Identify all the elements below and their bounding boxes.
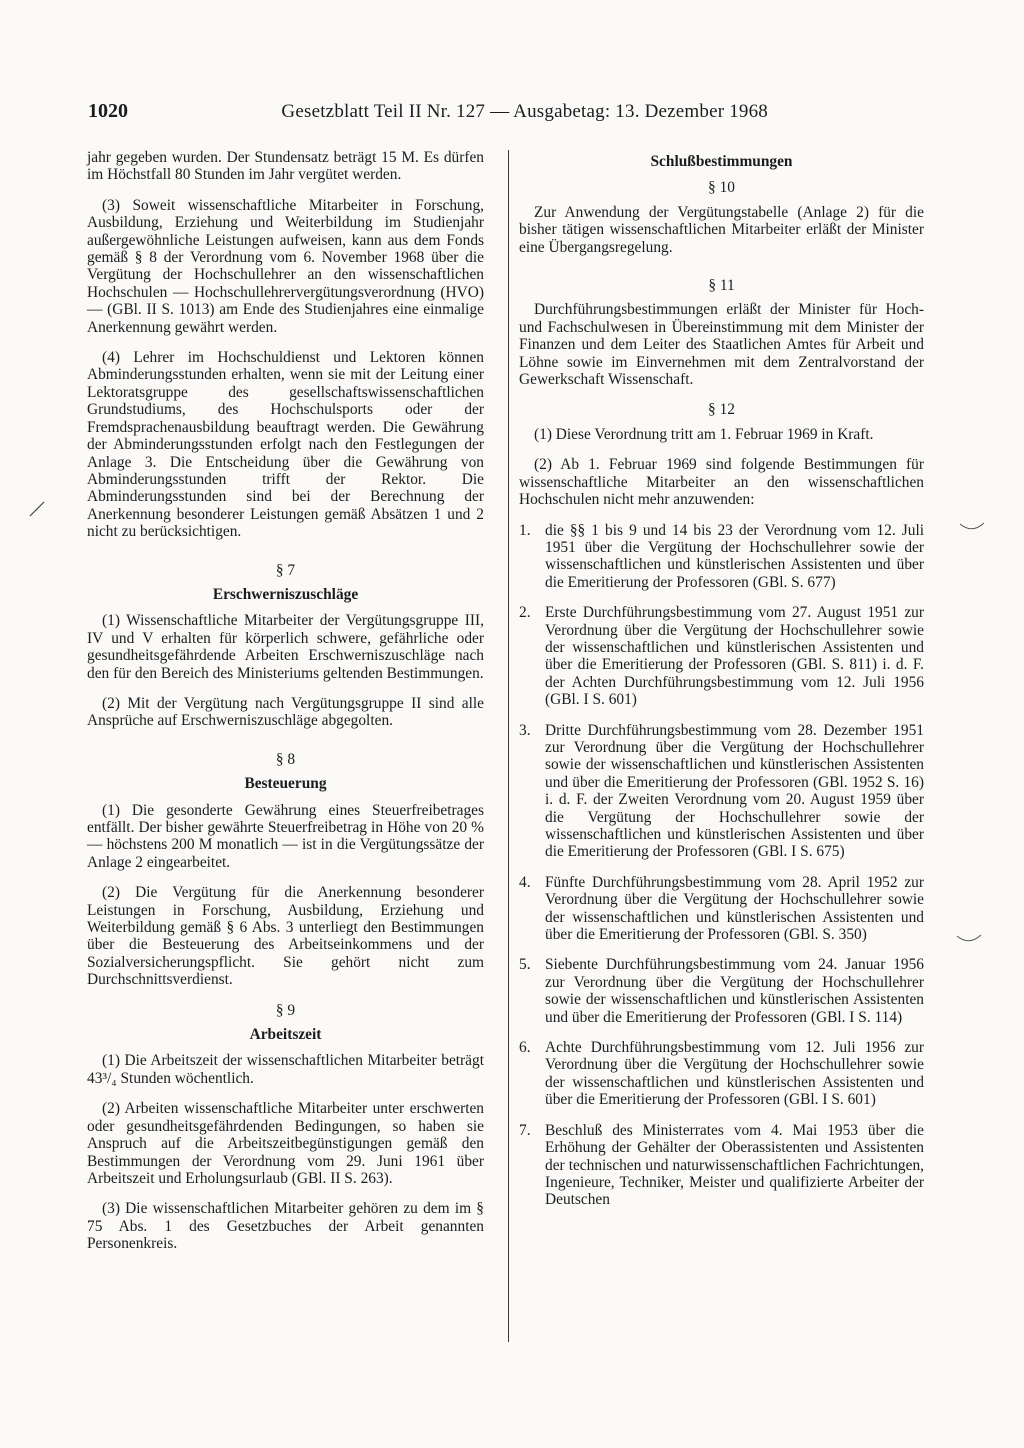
paragraph-continued: jahr gegeben wurden. Der Stundensatz beträgt 15 M. Es dürfen im Höchstfall 80 Stunden im Jahr vergütet werden. [87,149,484,184]
list-item: 5. Siebente Durchführungsbestimmung vom 24. Januar 1956 zur Verordnung über die Vergütung der Hochschullehrer sowie der wissenschaftlichen und künstlerischen Assistenten und über die Emeritierung der Professoren (GBl. I S. 114) [519,956,924,1026]
final-provisions-title: Schlußbestimmungen [650,153,793,170]
section-7-title: Erschwerniszuschläge [212,585,359,603]
pencil-mark-icon [28,500,46,518]
section-9-number: § 9 [275,1001,296,1019]
list-item: 2. Erste Durchführungsbestimmung vom 27. August 1951 zur Verordnung über die Vergütung der Hochschullehrer sowie der wissenschaftlichen und künstlerischen Assistenten und über die Emeritierung der Professoren (GBl. S. 811) i. d. F. der Achten Durchführungsbestimmung vom 12. Juli 1956 (GBl. I S. 601) [519,604,924,709]
section-9-paragraph-2: (2) Arbeiten wissenschaftliche Mitarbeiter unter erschwerten oder gesundheitsgefährdenden Bedingungen, so haben sie Anspruch auf die Arbeitszeitbegünstigungen gemäß den Bestimmungen der Verordnung vom 29. Juni 1961 über Arbeitszeit und Erholungsurlaub (GBl. II S. 263). [87,1100,484,1187]
section-10-paragraph: Zur Anwendung der Vergütungstabelle (Anlage 2) für die bisher tätigen wissenschaftlichen Mitarbeiter erläßt der Minister eine Übergangsregelung. [519,203,924,256]
list-item: 3. Dritte Durchführungsbestimmung vom 28. Dezember 1951 zur Verordnung über die Vergütung der Hochschullehrer sowie der wissenschaftlichen und künstlerischen Assistenten und über die Emeritierung der Professoren (GBl. 1952 S. 16) i. d. F. der Zweiten Verordnung vom 20. August 1959 über die Vergütung der Hochschullehrer sowie der wissenschaftlichen und künstlerischen Assistenten und über die Emeritierung der Professoren (GBl. I S. 675) [519,721,924,861]
section-12-paragraph-1: (1) Diese Verordnung tritt am 1. Februar 1969 in Kraft. [534,425,874,443]
section-7-paragraph-1: (1) Wissenschaftliche Mitarbeiter der Vergütungsgruppe III, IV und V erhalten für körperlich schwere, gefährliche oder gesundheitsgefährdende Arbeiten Erschwerniszuschläge nach den für den Bereich des Ministeriums geltenden Bestimmungen. [87,612,484,682]
section-9-paragraph-1: (1) Die Arbeitszeit der wissenschaftlichen Mitarbeiter beträgt 43³/₄ Stunden wöchentlich. [87,1052,484,1087]
section-8-number: § 8 [275,750,296,768]
section-12-number: § 12 [708,401,735,419]
section-12-paragraph-2: (2) Ab 1. Februar 1969 sind folgende Bestimmungen für wissenschaftliche Mitarbeiter an den wissenschaftlichen Hochschulen nicht mehr anzuwenden: [519,456,924,509]
right-column [519,149,924,1222]
section-11-paragraph: Durchführungsbestimmungen erläßt der Minister für Hoch- und Fachschulwesen in Übereinstimmung mit dem Minister der Finanzen und dem Leiter des Staatlichen Amtes für Arbeit und Löhne sowie im Einvernehmen mit dem Zentralvorstand der Gewerkschaft Wissenschaft. [519,301,924,389]
section-11-number: § 11 [708,277,735,295]
list-item: 6. Achte Durchführungsbestimmung vom 12. Juli 1956 zur Verordnung über die Vergütung der Hochschullehrer sowie der wissenschaftlichen und künstlerischen Assistenten und über die Emeritierung der Professoren (GBl. I S. 601) [519,1039,924,1109]
column-divider [508,150,509,1342]
section-9-title: Arbeitszeit [249,1026,322,1044]
section-8-paragraph-2: (2) Die Vergütung für die Anerkennung besonderer Leistungen in Forschung, Ausbildung, Erziehung und Weiterbildung gemäß § 6 Abs. 3 unterliegt den Bestimmungen über die Besteuerung des Arbeitseinkommens und der Sozialversicherungspflicht. Sie gehört nicht zum Durchschnittsverdienst. [87,884,484,989]
list-item: 4. Fünfte Durchführungsbestimmung vom 28. April 1952 zur Verordnung über die Vergütung der Hochschullehrer sowie der wissenschaftlichen und künstlerischen Assistenten und über die Emeritierung der Professoren (GBl. S. 350) [519,873,924,944]
section-8-title: Besteuerung [244,775,327,793]
section-10-number: § 10 [708,179,735,197]
section-9-paragraph-3: (3) Die wissenschaftlichen Mitarbeiter gehören zu dem im § 75 Abs. 1 des Gesetzbuches der Arbeit genannten Personenkreis. [87,1200,484,1253]
pencil-curve-icon [958,520,986,534]
section-7-number: § 7 [275,561,296,579]
section-8-paragraph-1: (1) Die gesonderte Gewährung eines Steuerfreibetrages entfällt. Der bisher gewährte Steuerfreibetrag in Höhe von 20 % — höchstens 200 M monatlich — ist in die Vergütungssätze der Anlage 2 eingearbeitet. [87,801,484,871]
list-item: 7. Beschluß des Ministerrates vom 4. Mai 1953 über die Erhöhung der Gehälter der Oberassistenten und Assistenten der technischen und naturwissenschaftlichen Fachrichtungen, Ingenieure, Techniker, Meister und qualifizierte Arbeiter der Deutschen [519,1121,924,1209]
section-7-paragraph-2: (2) Mit der Vergütung nach Vergütungsgruppe II sind alle Ansprüche auf Erschwerniszuschläge abgegolten. [87,694,484,730]
repealed-provisions-list [519,522,924,1209]
list-item: 1. die §§ 1 bis 9 und 14 bis 23 der Verordnung vom 12. Juli 1951 über die Vergütung der Hochschullehrer sowie der wissenschaftlichen und künstlerischen Assistenten und über die Emeritierung der Professoren (GBl. S. 677) [519,521,924,591]
page-header [88,100,768,123]
running-title: Gesetzblatt Teil II Nr. 127 — Ausgabetag: 13. Dezember 1968 [281,101,768,122]
left-column [87,149,484,1266]
pencil-curve-icon [955,932,983,946]
paragraph-4: (4) Lehrer im Hochschuldienst und Lektoren können Abminderungsstunden erhalten, wenn sie mit der Leitung einer Lektoratsgruppe des gesellschaftswissenschaftlichen Grundstudiums, des Hochschulsports oder der Fremdsprachenausbildung beauftragt werden. Die Gewährung der Abminderungsstunden erfolgt nach den Festlegungen der Anlage 3. Die Entscheidung über die Gewährung von Abminderungsstunden trifft der Rektor. Die Abminderungsstunden sind bei der Berechnung der Anerkennung besonderer Leistungen gemäß Absätzen 1 und 2 nicht zu berücksichtigen. [87,349,484,541]
page-number: 1020 [88,100,128,122]
paragraph-3: (3) Soweit wissenschaftliche Mitarbeiter in Forschung, Ausbildung, Erziehung und Weiterbildung im Studienjahr außergewöhnliche Leistungen aufweisen, kann aus dem Fonds gemäß § 8 der Verordnung vom 6. November 1968 über die Vergütung der Hochschullehrer an den wissenschaftlichen Hochschulen — Hochschullehrervergütungsverordnung (HVO) — (GBl. II S. 1013) am Ende des Studienjahres eine einmalige Anerkennung gewährt werden. [87,196,484,336]
